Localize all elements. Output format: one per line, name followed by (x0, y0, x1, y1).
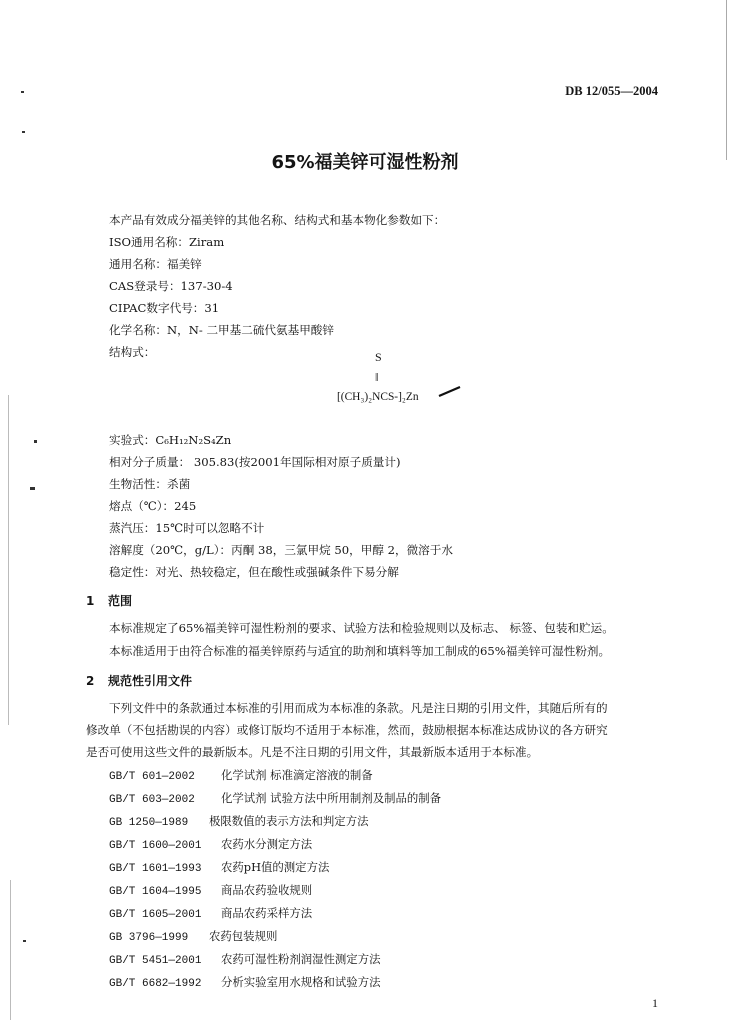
reference-item (109, 905, 312, 921)
scope-paragraph: 本标准规定了65%福美锌可湿性粉剂的要求、试验方法和检验规则以及标志、 标签、包装和贮运。 (109, 621, 614, 635)
chemical-name: 化学名称：N，N- 二甲基二硫代氨基甲酸锌 (109, 323, 334, 337)
solubility: 溶解度（20℃，g/L）：丙酮 38，三氯甲烷 50，甲醇 2，微溶于水 (109, 543, 453, 557)
scope-paragraph: 本标准适用于由符合标准的福美锌原药与适宜的助剂和填料等加工制成的65%福美锌可湿性粉剂。 (109, 644, 611, 658)
page-title: 65%福美锌可湿性粉剂 (271, 152, 459, 173)
scan-speck (22, 131, 25, 133)
structure-formula: [(CH₃)₂NCS-]₂Zn (337, 391, 419, 403)
reference-code: GB/T 1605—2001 (109, 909, 202, 921)
scan-edge-line (10, 880, 11, 1020)
section-heading-references (86, 672, 192, 689)
reference-code: GB 1250—1989 (109, 817, 189, 829)
references-paragraph-line: 修改单（不包括勘误的内容）或修订版均不适用于本标准，然而，鼓励根据本标准达成协议的各方研究 (86, 723, 608, 737)
reference-code: GB/T 603—2002 (109, 794, 195, 806)
cas-number: CAS登录号：137-30-4 (109, 279, 233, 293)
section-heading-scope (86, 592, 132, 609)
scan-speck (30, 487, 35, 490)
reference-item (109, 882, 312, 898)
structure-sulfur: S (375, 350, 382, 364)
reference-item (109, 974, 380, 990)
reference-code: GB/T 5451—2001 (109, 955, 202, 967)
structure-label: 结构式： (109, 345, 156, 359)
stability: 稳定性：对光、热较稳定，但在酸性或强碱条件下易分解 (109, 565, 399, 579)
reference-item (109, 767, 373, 783)
scan-stroke (438, 384, 462, 398)
section-number: 1 (86, 594, 95, 608)
references-paragraph-line: 下列文件中的条款通过本标准的引用而成为本标准的条款。凡是注日期的引用文件，其随后所有的 (109, 701, 608, 715)
vapor-pressure: 蒸汽压：15℃时可以忽略不计 (109, 521, 265, 535)
reference-title: 农药水分测定方法 (221, 837, 313, 851)
section-title: 范围 (108, 594, 133, 608)
scan-speck (34, 440, 37, 443)
section-title: 规范性引用文件 (108, 674, 193, 688)
molecular-mass: 相对分子质量： 305.83(按2001年国际相对原子质量计) (109, 455, 401, 469)
common-name: 通用名称：福美锌 (109, 257, 202, 271)
reference-title: 农药包装规则 (209, 929, 278, 943)
reference-item (109, 859, 329, 875)
scan-speck (21, 91, 24, 93)
reference-title: 化学试剂 标准滴定溶液的制备 (221, 768, 373, 782)
reference-code: GB/T 1604—1995 (109, 886, 202, 898)
page-number: 1 (652, 996, 658, 1010)
iso-name: ISO通用名称：Ziram (109, 235, 225, 249)
reference-code: GB/T 6682—1992 (109, 978, 202, 990)
melting-point: 熔点（℃）：245 (109, 499, 197, 513)
biological-activity: 生物活性：杀菌 (109, 477, 191, 491)
reference-title: 化学试剂 试验方法中所用制剂及制品的制备 (221, 791, 442, 805)
empirical-formula: 实验式：C₆H₁₂N₂S₄Zn (109, 433, 232, 447)
reference-title: 农药pH值的测定方法 (221, 860, 330, 874)
references-paragraph-line: 是否可使用这些文件的最新版本。凡是不注日期的引用文件，其最新版本适用于本标准。 (86, 745, 539, 759)
reference-title: 农药可湿性粉剂润湿性测定方法 (221, 952, 381, 966)
reference-title: 商品农药验收规则 (221, 883, 313, 897)
reference-code: GB/T 1601—1993 (109, 863, 202, 875)
reference-item (109, 928, 277, 944)
reference-code: GB 3796—1999 (109, 932, 189, 944)
reference-item (109, 790, 441, 806)
scan-edge-line (8, 395, 9, 725)
reference-item (109, 836, 312, 852)
section-number: 2 (86, 674, 95, 688)
reference-item (109, 813, 368, 829)
reference-title: 极限数值的表示方法和判定方法 (209, 814, 369, 828)
document-code: DB 12/055—2004 (565, 84, 658, 98)
scan-speck (23, 940, 26, 942)
reference-title: 商品农药采样方法 (221, 906, 313, 920)
reference-item (109, 951, 380, 967)
reference-code: GB/T 1600—2001 (109, 840, 202, 852)
reference-code: GB/T 601—2002 (109, 771, 195, 783)
properties-intro: 本产品有效成分福美锌的其他名称、结构式和基本物化参数如下： (109, 213, 446, 227)
reference-title: 分析实验室用水规格和试验方法 (221, 975, 381, 989)
scan-edge-line (726, 0, 727, 160)
cipac-code: CIPAC数字代号：31 (109, 301, 220, 315)
structure-double-bond: ‖ (375, 370, 379, 384)
